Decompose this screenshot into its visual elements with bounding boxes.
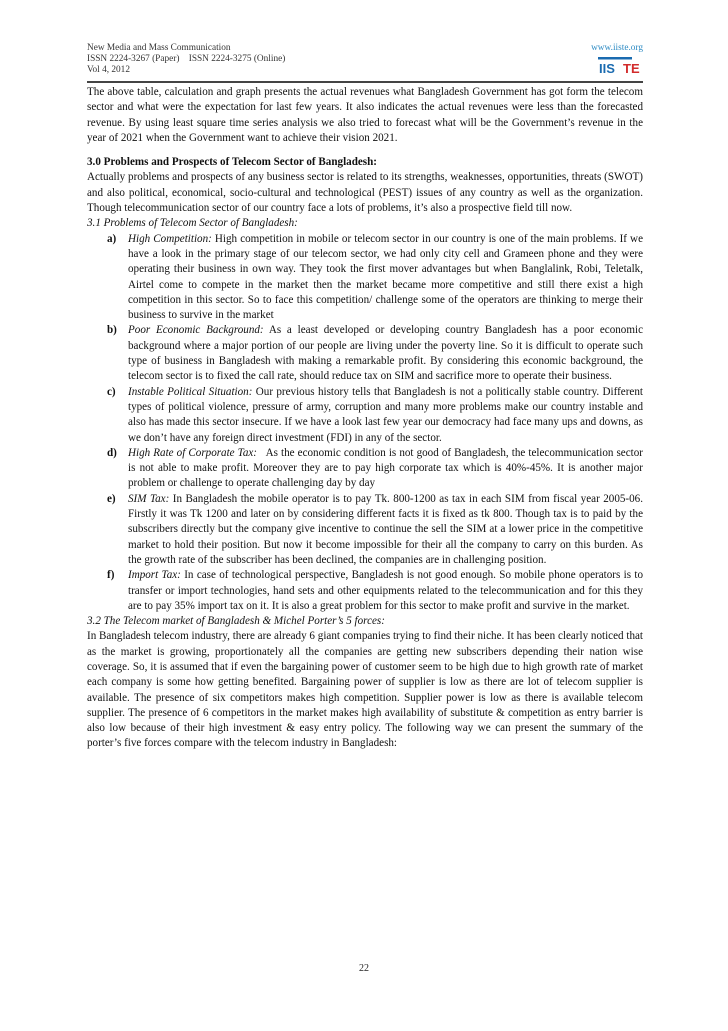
page-number: 22 [359, 963, 369, 974]
volume-line: Vol 4, 2012 [87, 65, 130, 76]
list-item-term: SIM Tax: [128, 492, 170, 505]
list-item-term: High Rate of Corporate Tax: [128, 446, 257, 459]
header-rule [87, 81, 643, 83]
list-item-label: a) [107, 232, 117, 245]
list-item [87, 446, 646, 492]
list-item-label: c) [107, 385, 116, 398]
article-body [87, 85, 646, 752]
iiste-logo [596, 56, 640, 76]
intro-paragraph: The above table, calculation and graph presents the actual revenues what Bangladesh Government has got form the telecom sector and what were the expectation for last few years. It also indicates the actual revenues were less than the forecasted revenue. By using least square time series analysis we also tried to forecast what will be the Government’s revenue in the year of 2021 when the Government want to achieve their vision 2021. [87, 86, 643, 144]
list-item-label: f) [107, 569, 115, 582]
section-heading: 3.0 Problems and Prospects of Telecom Sector of Bangladesh: [87, 156, 377, 169]
section-intro-paragraph: Actually problems and prospects of any business sector is related to its strengths, weaknesses, opportunities, threats (SWOT) and also political, economical, socio-cultural and technological (PEST) issues of any country as well as the organization. Though telecommunication sector of our country face a lots of problems, it’s also a prospective field till now. [87, 171, 643, 215]
list-item-text: As a least developed or developing country Bangladesh has a poor economic background where a major portion of our people are living under the poverty line. So it is difficult to operate such type of business in Bangladesh with making a remarkable profit. By considering this economic background, the telecom sector is to fixed the call rate, should reduce tax on SIM and sacrifice more to operate their business. [128, 324, 643, 383]
list-item-label: e) [107, 492, 116, 505]
list-item-text: As the economic condition is not good of Bangladesh, the telecommunication sector is not able to make profit. Moreover they are to pay high corporate tax which is 40%-45%. It is another major problem or challenge to operate challenging day by day [128, 446, 646, 490]
subsection-heading-porter: 3.2 The Telecom market of Bangladesh & Michel Porter’s 5 forces: [87, 615, 385, 628]
list-item [87, 568, 643, 614]
list-item-term: Instable Political Situation: [128, 385, 253, 398]
list-item-text: High competition in mobile or telecom sector in our country is one of the main problems. If we have a look in the primary stage of our telecom sector, we had only city cell and Grameen phone and they were operating their business in own way. They took the first mover advantages but when Banglalink, Robi, Teletalk, Airtel come to compete in the market then the market became more competitive and still there exist a high competition in this sector. So to face this competition/ challenge some of the operators are thinking to merge their business to survive in the market [128, 232, 643, 322]
porter-paragraph: In Bangladesh telecom industry, there are already 6 giant companies trying to find their niche. It has been clearly noticed that as the market is growing, proportionately all the companies are getting new subscribers depending their nation wise coverage. So, it is assumed that if even the bargaining power of customer seem to be high due to high growth rate of market each company is some how getting benefited. Bargaining power of supplier is low as there are lot of telecom supplier is available. The presence of six competitors makes high competition. Supplier power is low as there is available telecom supplier. The presence of 6 competitors in the market makes high availability of substitute & competition as entry barrier is also low because of their high investment & easy entry policy. The following way we can present the summary of the porter’s five forces compare with the telecom industry in Bangladesh: [87, 630, 643, 750]
list-item-text: Our previous history tells that Bangladesh is not a politically stable country. Different types of political violence, pressure of army, corruption and many more problems make our country instable and also has made this sector insecure. If we have a look last few year our democracy had face many ups and downs, as we don’t have any foreign direct investment (FDI) in any of the sector. [128, 385, 643, 444]
list-item-text: In case of technological perspective, Bangladesh is not good enough. So mobile phone operators is to transfer or import technologies, hand sets and other equipments related to the telecommunication and for this they are to pay 35% import tax on it. It is also a great problem for this sector to make profit and survive in the market. [128, 569, 643, 612]
running-header [87, 43, 643, 77]
list-item-term: Poor Economic Background: [128, 324, 264, 337]
issn-line: ISSN 2224-3267 (Paper) ISSN 2224-3275 (Online) [87, 54, 286, 65]
list-item-label: b) [107, 324, 117, 337]
list-item-term: High Competition: [128, 232, 212, 245]
problems-list [87, 232, 646, 614]
list-item-term: Import Tax: [128, 569, 181, 582]
list-item [87, 385, 643, 446]
subsection-heading-problems: 3.1 Problems of Telecom Sector of Bangladesh: [87, 217, 298, 230]
list-item-label: d) [107, 446, 117, 459]
list-item [87, 232, 643, 324]
svg-text:TE: TE [623, 61, 640, 76]
journal-name: New Media and Mass Communication [87, 43, 231, 53]
list-item-text: In Bangladesh the mobile operator is to pay Tk. 800-1200 as tax in each SIM from fiscal year 2005-06. Firstly it was Tk 1200 and later on by considering different facts it is fixed as tk 800. Though tax is to paid by the subscribers directly but the company give incentive to continue the sell the SIM at a lower price in the competitive market to hold their position. But now it become impossible for their all the company to carry on this burden. As the growth rate of the subscriber has been declined, the companies are in challenging position. [128, 492, 643, 566]
svg-text:IIS: IIS [599, 61, 615, 76]
website-link[interactable]: www.iiste.org [591, 43, 643, 53]
list-item [87, 492, 643, 568]
list-item [87, 323, 643, 384]
